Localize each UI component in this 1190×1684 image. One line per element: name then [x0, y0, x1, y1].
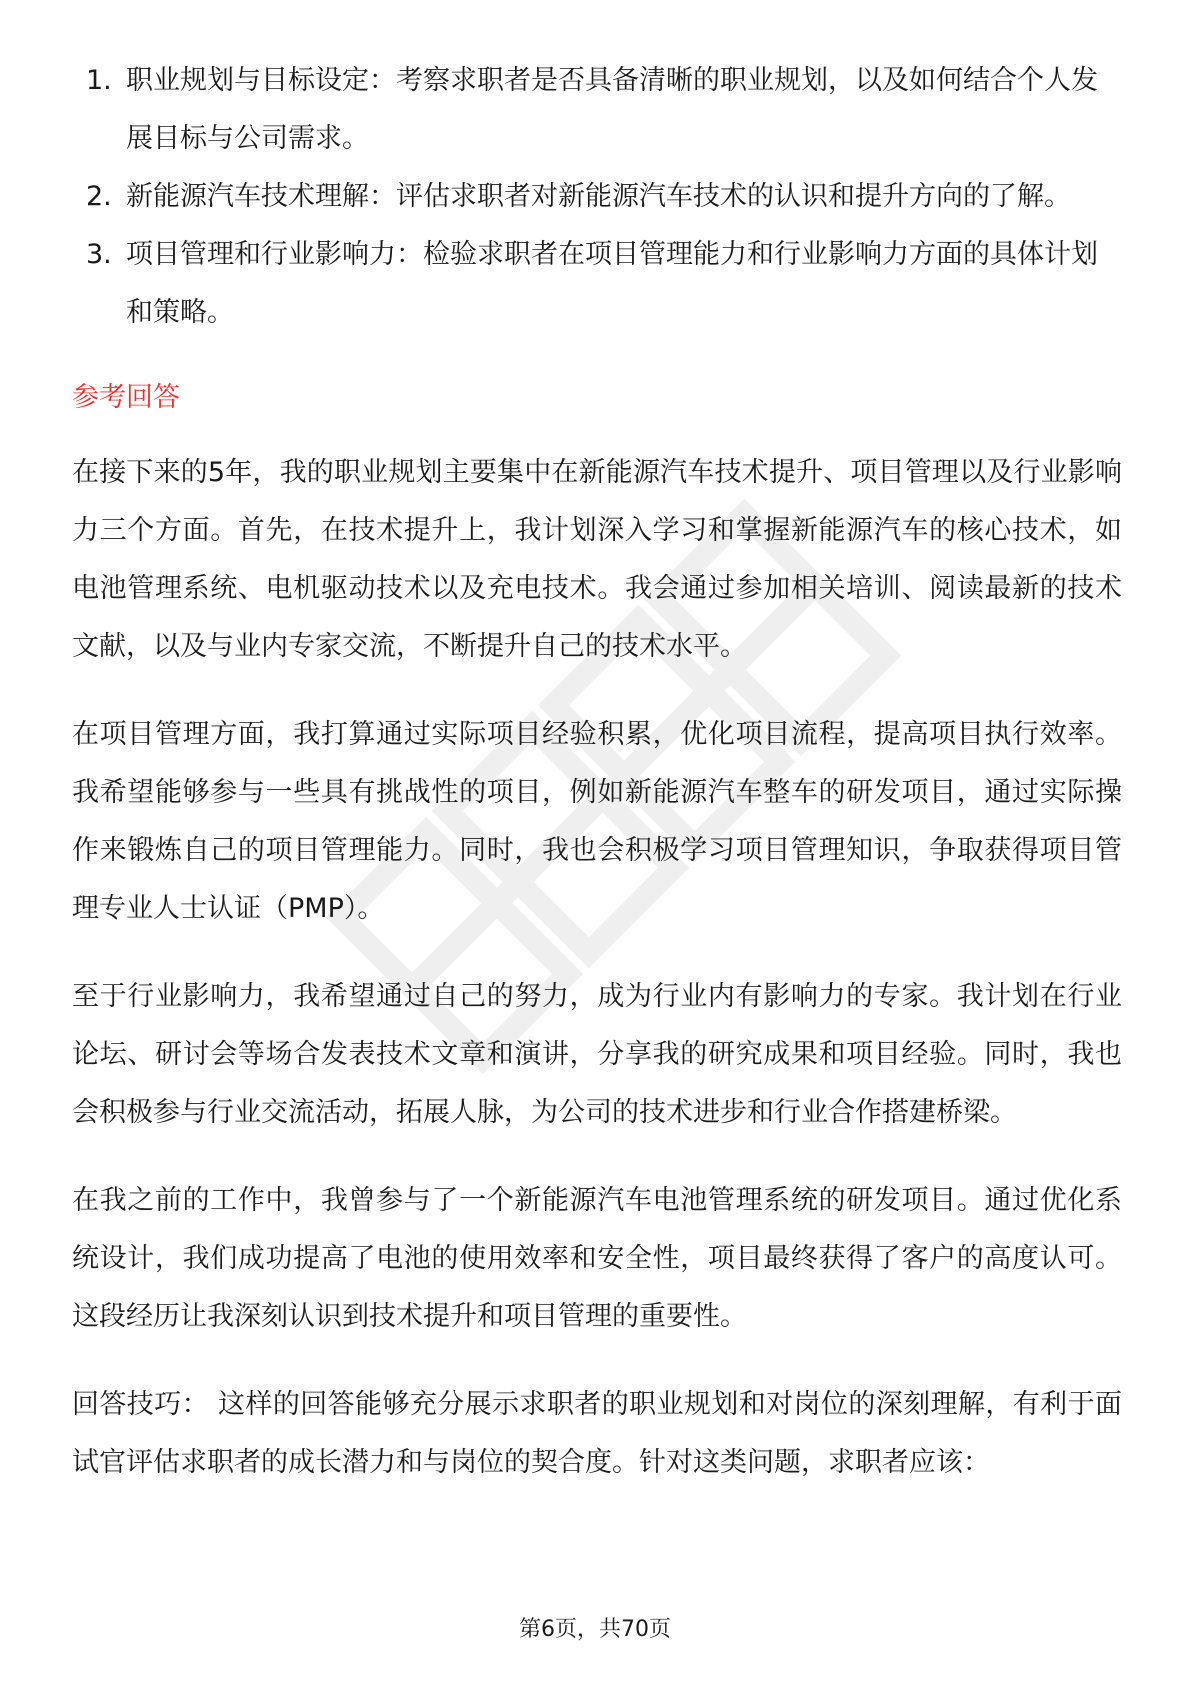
numbered-list [72, 52, 1122, 342]
list-item-number: 3. [86, 239, 112, 270]
document-body [72, 52, 1122, 1522]
list-item-text: 项目管理和行业影响力：检验求职者在项目管理能力和行业影响力方面的具体计划和策略。 [126, 239, 1098, 328]
paragraph: 回答技巧： 这样的回答能够充分展示求职者的职业规划和对岗位的深刻理解，有利于面试官评估求职者的成长潜力和与岗位的契合度。针对这类问题，求职者应该： [72, 1389, 1122, 1478]
list-item [72, 226, 1122, 342]
paragraph: 至于行业影响力，我希望通过自己的努力，成为行业内有影响力的专家。我计划在行业论坛、研讨会等场合发表技术文章和演讲，分享我的研究成果和项目经验。同时，我也会积极参与行业交流活动，拓展人脉，为公司的技术进步和行业合作搭建桥梁。 [72, 981, 1122, 1128]
list-item-text: 新能源汽车技术理解：评估求职者对新能源汽车技术的认识和提升方向的了解。 [126, 181, 1071, 212]
paragraph: 在项目管理方面，我打算通过实际项目经验积累，优化项目流程，提高项目执行效率。我希望能够参与一些具有挑战性的项目，例如新能源汽车整车的研发项目，通过实际操作来锻炼自己的项目管理能力。同时，我也会积极学习项目管理知识，争取获得项目管理专业人士认证（PMP）。 [72, 719, 1122, 924]
list-item-number: 1. [86, 65, 112, 96]
page-footer: 第6页，共70页 [519, 1617, 671, 1642]
paragraph: 在接下来的5年，我的职业规划主要集中在新能源汽车技术提升、项目管理以及行业影响力三个方面。首先，在技术提升上，我计划深入学习和掌握新能源汽车的核心技术，如电池管理系统、电机驱动技术以及充电技术。我会通过参加相关培训、阅读最新的技术文献，以及与业内专家交流，不断提升自己的技术水平。 [72, 457, 1122, 662]
list-item [72, 52, 1122, 168]
list-item [72, 168, 1122, 226]
list-item-number: 2. [86, 181, 112, 212]
section-title: 参考回答 [72, 382, 180, 413]
paragraph: 在我之前的工作中，我曾参与了一个新能源汽车电池管理系统的研发项目。通过优化系统设计，我们成功提高了电池的使用效率和安全性，项目最终获得了客户的高度认可。这段经历让我深刻认识到技术提升和项目管理的重要性。 [72, 1185, 1122, 1332]
list-item-text: 职业规划与目标设定：考察求职者是否具备清晰的职业规划，以及如何结合个人发展目标与公司需求。 [126, 65, 1098, 154]
